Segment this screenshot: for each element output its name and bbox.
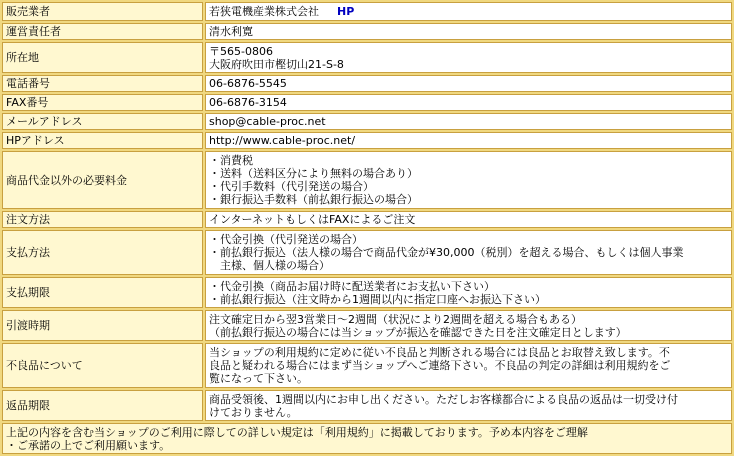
delivery-line: 注文確定日から翌3営業日～2週間（状況により2週間を超える場合もある）: [209, 312, 582, 326]
row-defective: [2, 343, 732, 388]
fees-line: ・送料（送料区分により無料の場合あり）: [209, 167, 418, 180]
row-deadline: [2, 277, 732, 308]
phone-label: 電話番号: [2, 75, 203, 92]
payment-line: 主様、個人様の場合）: [209, 259, 330, 272]
footer-line: ・ご承諾の上でご利用願います。: [6, 438, 171, 452]
payment-value-cell: [205, 230, 732, 275]
order-value: インターネットもしくはFAXによるご注文: [205, 211, 732, 228]
hp-link[interactable]: HP: [337, 5, 355, 18]
row-seller: [2, 2, 732, 21]
defective-line: 当ショップの利用規約に定めに従い不良品と判断される場合には良品とお取替え致します。不: [209, 346, 670, 359]
delivery-value-cell: [205, 310, 732, 341]
email-value[interactable]: shop@cable-proc.net: [205, 113, 732, 130]
returns-line: 商品受領後、1週間以内にお申し出ください。ただしお客様都合による良品の返品は一切受け付: [209, 392, 678, 406]
footer-line: 上記の内容を含む当ショップのご利用に際しての詳しい規定は「利用規約」に掲載しております。予め本内容をご理解: [6, 425, 588, 439]
row-manager: [2, 23, 732, 40]
seller-value-cell: [205, 2, 732, 21]
seller-name: 若狭電機産業株式会社: [209, 5, 319, 18]
address-street: 大阪府吹田市樫切山21-S-8: [209, 57, 344, 71]
deadline-label: 支払期限: [2, 277, 203, 308]
deadline-line: ・代金引換（商品お届け時に配送業者にお支払い下さい）: [209, 279, 495, 293]
seller-label: 販売業者: [2, 2, 203, 21]
homepage-value[interactable]: http://www.cable-proc.net/: [205, 132, 732, 149]
payment-line: ・前払銀行振込（法人様の場合で商品代金が¥30,000（税別）を超える場合、もしくは個人事業: [209, 246, 684, 259]
deadline-value-cell: [205, 277, 732, 308]
row-payment: [2, 230, 732, 275]
fees-line: ・銀行振込手数料（前払銀行振込の場合）: [209, 193, 418, 206]
defective-value-cell: [205, 343, 732, 388]
returns-label: 返品期限: [2, 390, 203, 421]
fees-label: 商品代金以外の必要料金: [2, 151, 203, 209]
payment-label: 支払方法: [2, 230, 203, 275]
email-label: メールアドレス: [2, 113, 203, 130]
address-label: 所在地: [2, 42, 203, 73]
row-phone: [2, 75, 732, 92]
phone-value: 06-6876-5545: [205, 75, 732, 92]
row-address: [2, 42, 732, 73]
fees-line: ・消費税: [209, 154, 253, 167]
homepage-label: HPアドレス: [2, 132, 203, 149]
returns-line: けておりません。: [209, 405, 298, 419]
returns-value-cell: [205, 390, 732, 421]
defective-label: 不良品について: [2, 343, 203, 388]
row-returns: [2, 390, 732, 421]
fees-line: ・代引手数料（代引発送の場合）: [209, 180, 374, 193]
fees-value-cell: [205, 151, 732, 209]
fax-label: FAX番号: [2, 94, 203, 111]
manager-value: 清水利寛: [205, 23, 732, 40]
defective-line: 良品と疑われる場合にはまず当ショップへご連絡下さい。不良品の判定の詳細は利用規約をご: [209, 359, 671, 372]
row-email: [2, 113, 732, 130]
footer-note-cell: [2, 423, 732, 454]
address-value-cell: [205, 42, 732, 73]
row-delivery: [2, 310, 732, 341]
defective-line: 覧になって下さい。: [209, 372, 308, 385]
row-fax: [2, 94, 732, 111]
row-homepage: [2, 132, 732, 149]
payment-line: ・代金引換（代引発送の場合）: [209, 233, 363, 246]
delivery-line: （前払銀行振込の場合には当ショップが振込を確認できた日を注文確定日とします）: [209, 325, 627, 339]
delivery-label: 引渡時期: [2, 310, 203, 341]
row-order: [2, 211, 732, 228]
order-label: 注文方法: [2, 211, 203, 228]
fax-value: 06-6876-3154: [205, 94, 732, 111]
row-fees: [2, 151, 732, 209]
address-postcode: 〒565-0806: [209, 44, 273, 58]
manager-label: 運営責任者: [2, 23, 203, 40]
deadline-line: ・前払銀行振込（注文時から1週間以内に指定口座へお振込下さい）: [209, 292, 546, 306]
row-footer: [2, 423, 732, 454]
